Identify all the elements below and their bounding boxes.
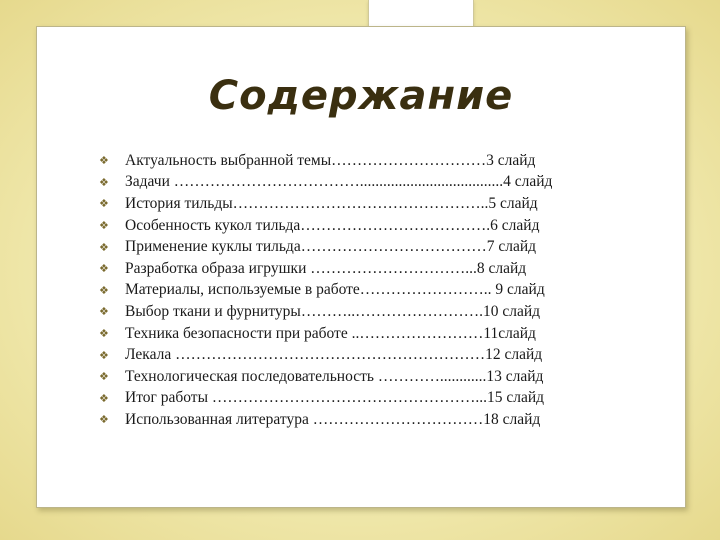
list-item xyxy=(99,172,552,194)
list-item xyxy=(99,388,552,410)
diamond-bullet-icon: ❖ xyxy=(99,262,109,276)
diamond-bullet-icon: ❖ xyxy=(99,175,109,189)
list-item-text: Итог работы ……………………………………………...15 слайд xyxy=(125,389,545,407)
list-item-text: Разработка образа игрушки …………………………...8 слайд xyxy=(125,259,527,277)
diamond-bullet-icon: ❖ xyxy=(99,219,109,233)
diamond-bullet-icon: ❖ xyxy=(99,305,109,319)
list-item xyxy=(99,150,552,172)
diamond-bullet-icon: ❖ xyxy=(99,413,109,427)
list-item-text: Особенность кукол тильда……………………………….6 слайд xyxy=(125,216,540,234)
table-of-contents xyxy=(99,150,552,431)
list-item xyxy=(99,193,552,215)
list-item-text: Технологическая последовательность …………............13 слайд xyxy=(125,367,544,385)
diamond-bullet-icon: ❖ xyxy=(99,370,109,384)
list-item-text: Актуальность выбранной темы…………………………3 слайд xyxy=(125,151,536,169)
list-item-text: Техника безопасности при работе ..……………………11слайд xyxy=(125,324,536,342)
diamond-bullet-icon: ❖ xyxy=(99,197,109,211)
list-item xyxy=(99,215,552,237)
list-item-text: Лекала ……………………………………………………12 слайд xyxy=(125,346,543,364)
list-item-text: Использованная литература ……………………………18 слайд xyxy=(125,410,541,428)
list-item xyxy=(99,280,552,302)
diamond-bullet-icon: ❖ xyxy=(99,154,109,168)
list-item xyxy=(99,409,552,431)
list-item xyxy=(99,366,552,388)
list-item xyxy=(99,344,552,366)
page-title: Содержание xyxy=(208,73,514,119)
diamond-bullet-icon: ❖ xyxy=(99,283,109,297)
list-item xyxy=(99,258,552,280)
list-item-text: История тильды…………………………………………..5 слайд xyxy=(125,194,538,212)
list-item xyxy=(99,301,552,323)
list-item-text: Применение куклы тильда………………………………7 слайд xyxy=(125,238,536,256)
list-item xyxy=(99,323,552,345)
list-item xyxy=(99,236,552,258)
slide xyxy=(36,26,686,508)
list-item-text: Материалы, используемые в работе…………………….. 9 слайд xyxy=(125,281,545,299)
diamond-bullet-icon: ❖ xyxy=(99,348,109,362)
list-item-text: Выбор ткани и фурнитуры………..…………………….10 слайд xyxy=(125,302,541,320)
diamond-bullet-icon: ❖ xyxy=(99,391,109,405)
list-item-text: Задачи ……………………………….....................................4 слайд xyxy=(125,173,553,191)
diamond-bullet-icon: ❖ xyxy=(99,327,109,341)
diamond-bullet-icon: ❖ xyxy=(99,240,109,254)
